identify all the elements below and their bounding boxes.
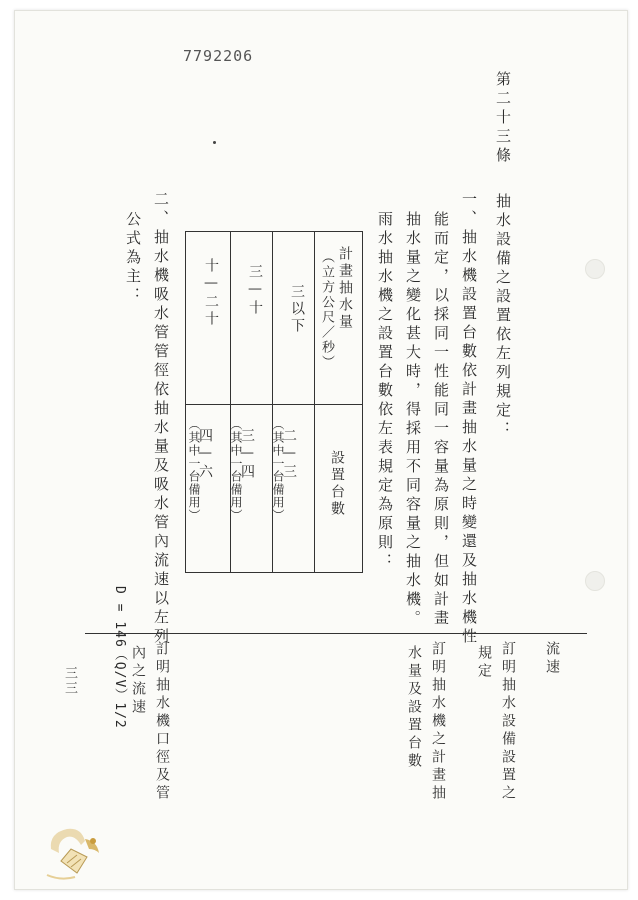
archive-logo-icon <box>41 819 113 887</box>
page-number: 三三 <box>62 666 77 696</box>
item2-line-1: 二、抽水機吸水管管徑依抽水量及吸水管內流速以左列 <box>152 191 170 647</box>
article-lead: 抽水設備之設置依左列規定： <box>494 193 512 440</box>
row1-note: （其中一台備用） <box>271 418 285 522</box>
table-header-count: 設置台數 <box>329 450 345 518</box>
item1-line-4: 雨水抽水機之設置台數依左表規定為原則： <box>376 211 394 572</box>
document-page <box>14 10 628 890</box>
margin-note-flow: 流速 <box>544 641 560 677</box>
row3-range: 十—二十 <box>203 258 219 328</box>
item2-line-2: 公式為主： <box>124 211 142 306</box>
row1-count: 二—三 <box>281 428 297 481</box>
row3-note: （其中一台備用） <box>187 418 201 522</box>
article-title: 第二十三條 <box>494 71 512 166</box>
row2-note: （其中一台備用） <box>229 418 243 522</box>
margin-note-2b: 水量及設置台數 <box>406 645 422 771</box>
formula: D = 146（Q/V）1/2 <box>112 586 127 729</box>
margin-rule-left <box>85 633 347 634</box>
table-header-volume: 計畫抽水量 <box>337 246 353 331</box>
row1-range: 三以下 <box>289 284 305 335</box>
margin-note-3b: 內之流速 <box>130 645 146 717</box>
row2-range: 三—十 <box>247 264 263 317</box>
item1-line-3: 抽水量之變化甚大時，得採用不同容量之抽水機。 <box>404 211 422 629</box>
margin-rule-right <box>347 633 587 634</box>
item1-line-2: 能而定，以採同一性能同一容量為原則，但如計畫 <box>432 211 450 629</box>
row2-count: 三—四 <box>239 428 255 481</box>
table-row-divider <box>186 404 362 405</box>
item1-line-1: 一、抽水機設置台數依計畫抽水量之時變還及抽水機性 <box>460 191 478 647</box>
ink-dot <box>213 141 216 144</box>
margin-note-2a: 訂明抽水機之計畫抽 <box>430 641 446 803</box>
margin-note-1b: 規定 <box>476 645 492 681</box>
margin-note-1a: 訂明抽水設備設置之 <box>500 641 516 803</box>
table-header-unit: （立方公尺／秒） <box>319 250 334 370</box>
document-number: 7792206 <box>183 47 254 65</box>
row3-count: 四—六 <box>197 428 213 481</box>
binding-hole-bottom <box>585 571 605 591</box>
margin-note-3a: 訂明抽水機口徑及管 <box>154 641 170 803</box>
table-col-divider <box>314 232 315 572</box>
binding-hole-top <box>585 259 605 279</box>
pump-count-table <box>185 231 363 573</box>
